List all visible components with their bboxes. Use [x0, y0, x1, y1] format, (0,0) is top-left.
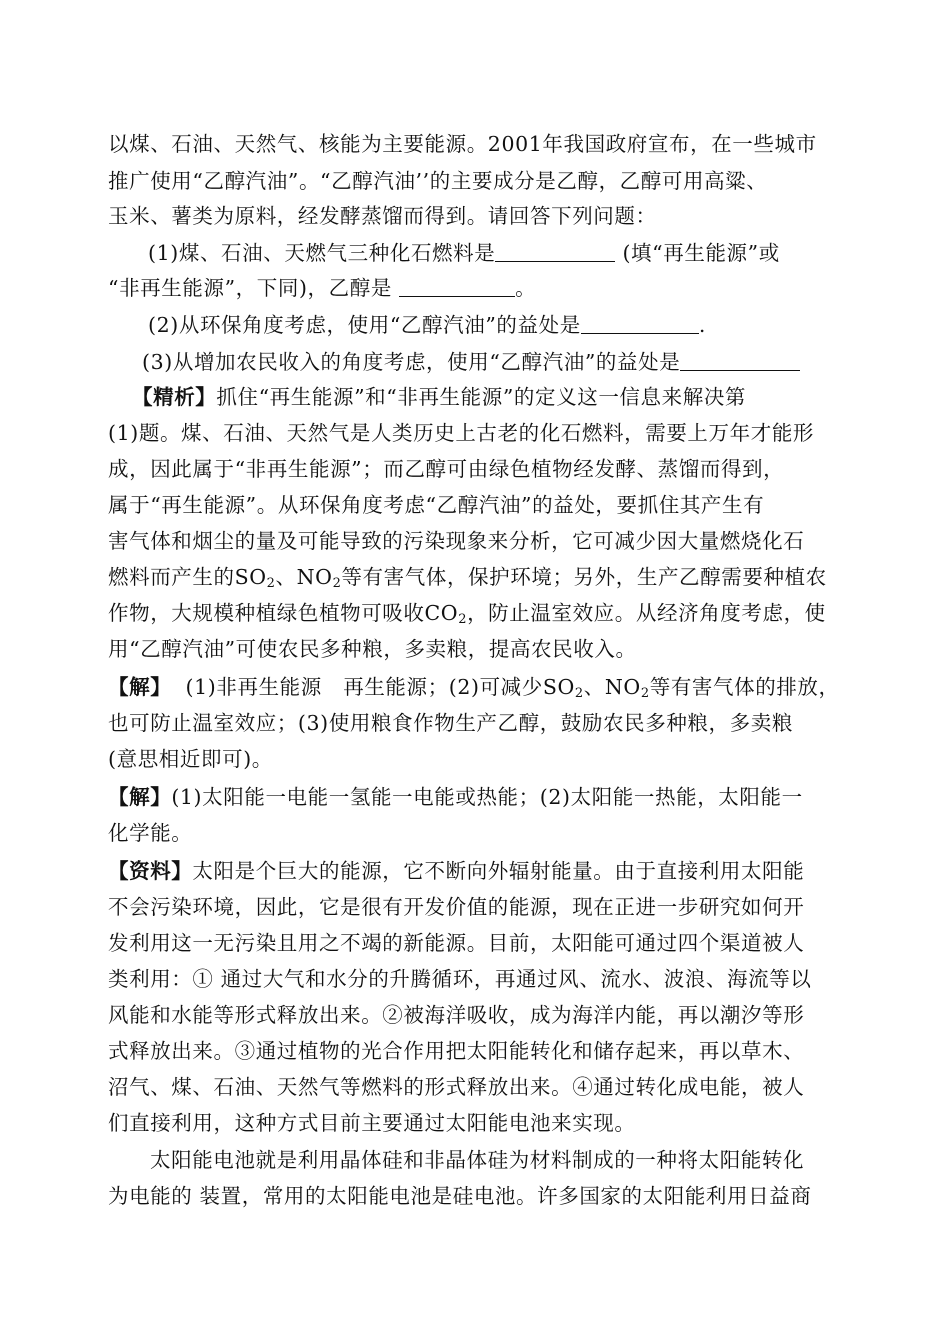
analysis-line-7: [108, 596, 826, 630]
material-line-3: 发利用这一无污染且用之不竭的新能源。目前，太阳能可通过四个渠道被人: [108, 931, 805, 955]
material-line-5: 风能和水能等形式释放出来。②被海洋吸收，成为海洋内能，再以潮汐等形: [108, 1003, 805, 1027]
solution-1-line-2: 也可防止温室效应；(3)使用粮食作物生产乙醇，鼓励农民多种粮，多卖粮: [108, 711, 793, 735]
question-2-end: .: [698, 313, 706, 337]
analysis-line-6: [108, 560, 827, 594]
closing-line-1: 太阳能电池就是利用晶体硅和非晶体硅为材料制成的一种将太阳能转化: [150, 1148, 805, 1172]
analysis-line-7-b: ，防止温室效应。从经济角度考虑，使: [467, 601, 826, 625]
solution-2-label: 【解】: [108, 785, 172, 809]
question-1-line-1: [148, 236, 780, 270]
question-1-end: 。: [515, 276, 537, 300]
solution-1-text-c: 等有害气体的排放，: [649, 675, 840, 699]
analysis-line-6-a: 燃料而产生的SO: [108, 565, 267, 589]
analysis-line-6-b: 、NO: [275, 565, 333, 589]
solution-1-text-a: (1)非再生能源 再生能源；(2)可减少SO: [171, 675, 575, 699]
material-line-1: [108, 854, 804, 888]
material-line-6: 式释放出来。③通过植物的光合作用把太阳能转化和储存起来，再以草木、: [108, 1039, 805, 1063]
material-line-2: 不会污染环境，因此，它是很有开发价值的能源，现在正进一步研究如何开: [108, 895, 805, 919]
analysis-line-2: (1)题。煤、石油、天然气是人类历史上古老的化石燃料，需要上万年才能形: [108, 421, 815, 445]
question-3: [142, 345, 800, 379]
solution-1-label: 【解】: [108, 675, 172, 699]
answer-blank-4[interactable]: [680, 348, 800, 371]
answer-blank-1[interactable]: [495, 239, 615, 262]
subscript: 2: [574, 686, 584, 701]
question-2-text: (2)从环保角度考虑，使用“乙醇汽油”的益处是: [148, 313, 581, 337]
material-text-1: 太阳是个巨大的能源，它不断向外辐射能量。由于直接利用太阳能: [192, 859, 805, 883]
question-2: [148, 308, 706, 342]
subscript: 2: [266, 576, 276, 591]
analysis-line-3: 成，因此属于“非再生能源”；而乙醇可由绿色植物经发酵、蒸馏而得到，: [108, 457, 785, 481]
question-3-text: (3)从增加农民收入的角度考虑，使用“乙醇汽油”的益处是: [142, 350, 681, 374]
subscript: 2: [332, 576, 342, 591]
closing-line-2: 为电能的 装置，常用的太阳能电池是硅电池。许多国家的太阳能利用日益商: [108, 1184, 812, 1208]
intro-line-3: 玉米、薯类为原料，经发酵蒸馏而得到。请回答下列问题：: [108, 204, 657, 228]
material-line-8: 们直接利用，这种方式目前主要通过太阳能电池来实现。: [108, 1111, 636, 1135]
question-1-text: (1)煤、石油、天燃气三种化石燃料是: [148, 241, 496, 265]
subscript: 2: [458, 612, 468, 627]
question-1-text-2: “非再生能源”，下同)，乙醇是: [108, 276, 400, 300]
analysis-line-4: 属于“再生能源”。从环保角度考虑“乙醇汽油”的益处，要抓住其产生有: [108, 493, 765, 517]
analysis-label: 【精析】: [132, 385, 217, 409]
solution-1-line-3: (意思相近即可)。: [108, 747, 273, 771]
solution-2-line-1: [108, 780, 803, 814]
solution-2-text: (1)太阳能一电能一氢能一电能或热能；(2)太阳能一热能，太阳能一: [171, 785, 803, 809]
material-line-4: 类利用：① 通过大气和水分的升腾循环，再通过风、流水、波浪、海流等以: [108, 967, 812, 991]
analysis-line-1: [132, 380, 746, 414]
subscript: 2: [640, 686, 650, 701]
question-1-hint: (填“再生能源”或: [615, 241, 780, 265]
solution-1-text-b: 、NO: [583, 675, 641, 699]
analysis-line-6-c: 等有害气体，保护环境；另外，生产乙醇需要种植农: [341, 565, 827, 589]
analysis-line-8: 用“乙醇汽油”可使农民多种粮，多卖粮，提高农民收入。: [108, 637, 637, 661]
solution-2-line-2: 化学能。: [108, 821, 193, 845]
material-line-7: 沼气、煤、石油、天然气等燃料的形式释放出来。④通过转化成电能，被人: [108, 1075, 805, 1099]
answer-blank-3[interactable]: [581, 311, 699, 334]
intro-line-1: 以煤、石油、天然气、核能为主要能源。2001年我国政府宣布，在一些城市: [108, 132, 817, 156]
intro-line-2: 推广使用“乙醇汽油”。“乙醇汽油’’的主要成分是乙醇，乙醇可用高粱、: [108, 169, 768, 193]
analysis-line-5: 害气体和烟尘的量及可能导致的污染现象来分析，它可减少因大量燃烧化石: [108, 529, 805, 553]
material-label: 【资料】: [108, 859, 193, 883]
answer-blank-2[interactable]: [399, 274, 515, 297]
solution-1-line-1: [108, 670, 840, 704]
analysis-text-1: 抓住“再生能源”和“非再生能源”的定义这一信息来解决第: [216, 385, 747, 409]
question-1-line-2: [108, 271, 536, 305]
analysis-line-7-a: 作物，大规模种植绿色植物可吸收CO: [108, 601, 459, 625]
